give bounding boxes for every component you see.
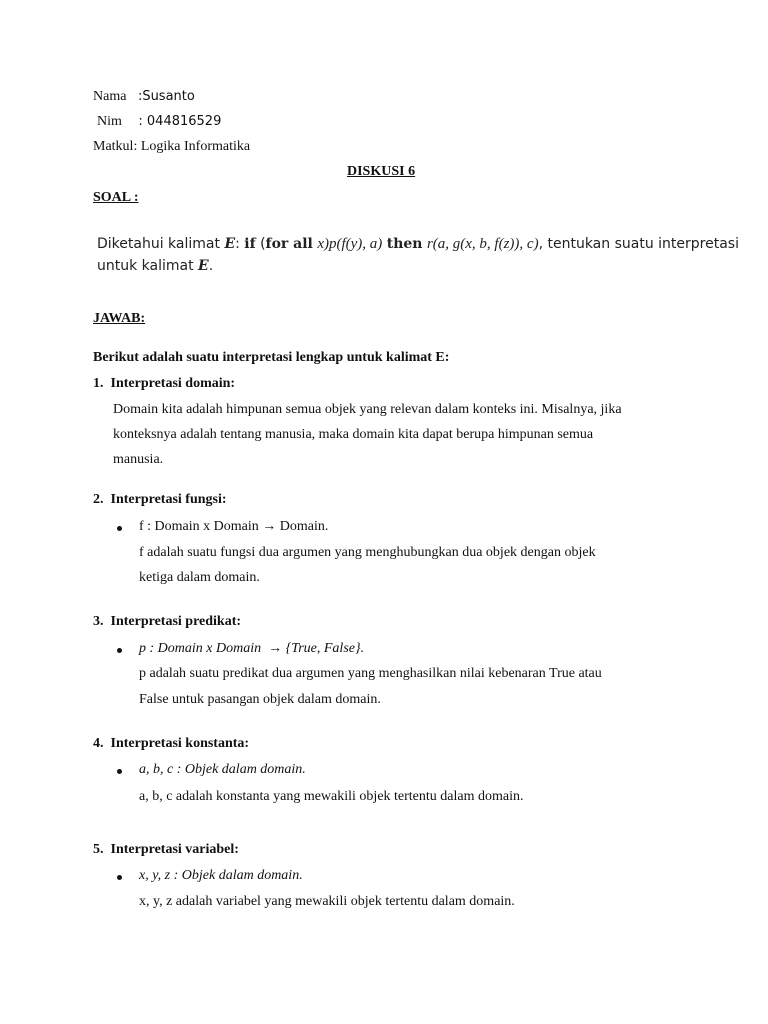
section-2-line-1: f adalah suatu fungsi dua argumen yang menghubungkan dua objek dengan objek bbox=[139, 545, 596, 560]
section-2-bullet: f : Domain x Domain → Domain. bbox=[139, 519, 329, 534]
soal-line-1 bbox=[97, 233, 739, 255]
nama-value: :Susanto bbox=[137, 89, 195, 104]
soal-if: if bbox=[244, 236, 256, 252]
jawab-heading: JAWAB: bbox=[93, 311, 146, 326]
soal-r: r bbox=[426, 236, 433, 252]
matkul-label: Matkul bbox=[93, 139, 134, 154]
bullet-icon bbox=[117, 526, 122, 531]
nama-row bbox=[93, 89, 195, 105]
jawab-intro: Berikut adalah suatu interpretasi lengkap untuk kalimat E: bbox=[93, 350, 450, 365]
section-1-heading: 1. Interpretasi domain: bbox=[93, 376, 236, 391]
soal-intro: Diketahui kalimat bbox=[97, 236, 220, 252]
section-2-heading: 2. Interpretasi fungsi: bbox=[93, 492, 227, 507]
matkul-row bbox=[93, 139, 250, 155]
soal-tail: , tentukan suatu interpretasi bbox=[538, 236, 739, 252]
section-4-heading: 4. Interpretasi konstanta: bbox=[93, 736, 250, 751]
soal-line-2 bbox=[97, 255, 687, 277]
page-title: DISKUSI 6 bbox=[347, 164, 416, 179]
section-4-line-1: a, b, c adalah konstanta yang mewakili objek tertentu dalam domain. bbox=[139, 789, 524, 804]
soal-fy: (f(y), a) bbox=[336, 236, 383, 252]
section-4-bullet: a, b, c : Objek dalam domain. bbox=[139, 762, 306, 777]
bullet-icon bbox=[117, 648, 122, 653]
matkul-value: : Logika Informatika bbox=[133, 139, 251, 154]
bullet-icon bbox=[117, 875, 122, 880]
soal-line2-text: untuk kalimat bbox=[97, 258, 194, 274]
section-1-line-3: manusia. bbox=[113, 452, 164, 467]
section-1-line-1: Domain kita adalah himpunan semua objek yang relevan dalam konteks ini. Misalnya, jika bbox=[113, 402, 622, 417]
soal-line2-end: . bbox=[208, 258, 214, 274]
section-2-line-2: ketiga dalam domain. bbox=[139, 570, 260, 585]
soal-then: then bbox=[386, 236, 423, 252]
nim-label: Nim bbox=[97, 114, 122, 129]
section-3-bullet: p : Domain x Domain → {True, False}. bbox=[139, 641, 365, 656]
soal-line2-e: E bbox=[198, 258, 209, 274]
soal-colon: : bbox=[235, 236, 240, 252]
soal-p: p bbox=[328, 236, 337, 252]
nim-row bbox=[97, 114, 221, 130]
nim-value: : 044816529 bbox=[138, 114, 222, 129]
soal-question bbox=[97, 233, 739, 277]
section-5-line-1: x, y, z adalah variabel yang mewakili objek tertentu dalam domain. bbox=[139, 894, 515, 909]
section-5-bullet: x, y, z : Objek dalam domain. bbox=[139, 868, 303, 883]
section-5-heading: 5. Interpretasi variabel: bbox=[93, 842, 239, 857]
section-3-heading: 3. Interpretasi predikat: bbox=[93, 614, 242, 629]
section-3-line-1: p adalah suatu predikat dua argumen yang menghasilkan nilai kebenaran True atau bbox=[139, 666, 602, 681]
bullet-icon bbox=[117, 769, 122, 774]
soal-rargs: (a, g(x, b, f(z)), c) bbox=[432, 236, 539, 252]
section-1-line-2: konteksnya adalah tentang manusia, maka domain kita dapat berupa himpunan semua bbox=[113, 427, 594, 442]
soal-e-symbol: E bbox=[224, 236, 236, 252]
section-3-line-2: False untuk pasangan objek dalam domain. bbox=[139, 692, 381, 707]
soal-heading: SOAL : bbox=[93, 190, 139, 205]
soal-forall: for all bbox=[265, 236, 313, 252]
soal-paren: ( bbox=[260, 236, 266, 252]
nama-label: Nama bbox=[93, 89, 127, 104]
soal-x: x) bbox=[317, 236, 329, 252]
